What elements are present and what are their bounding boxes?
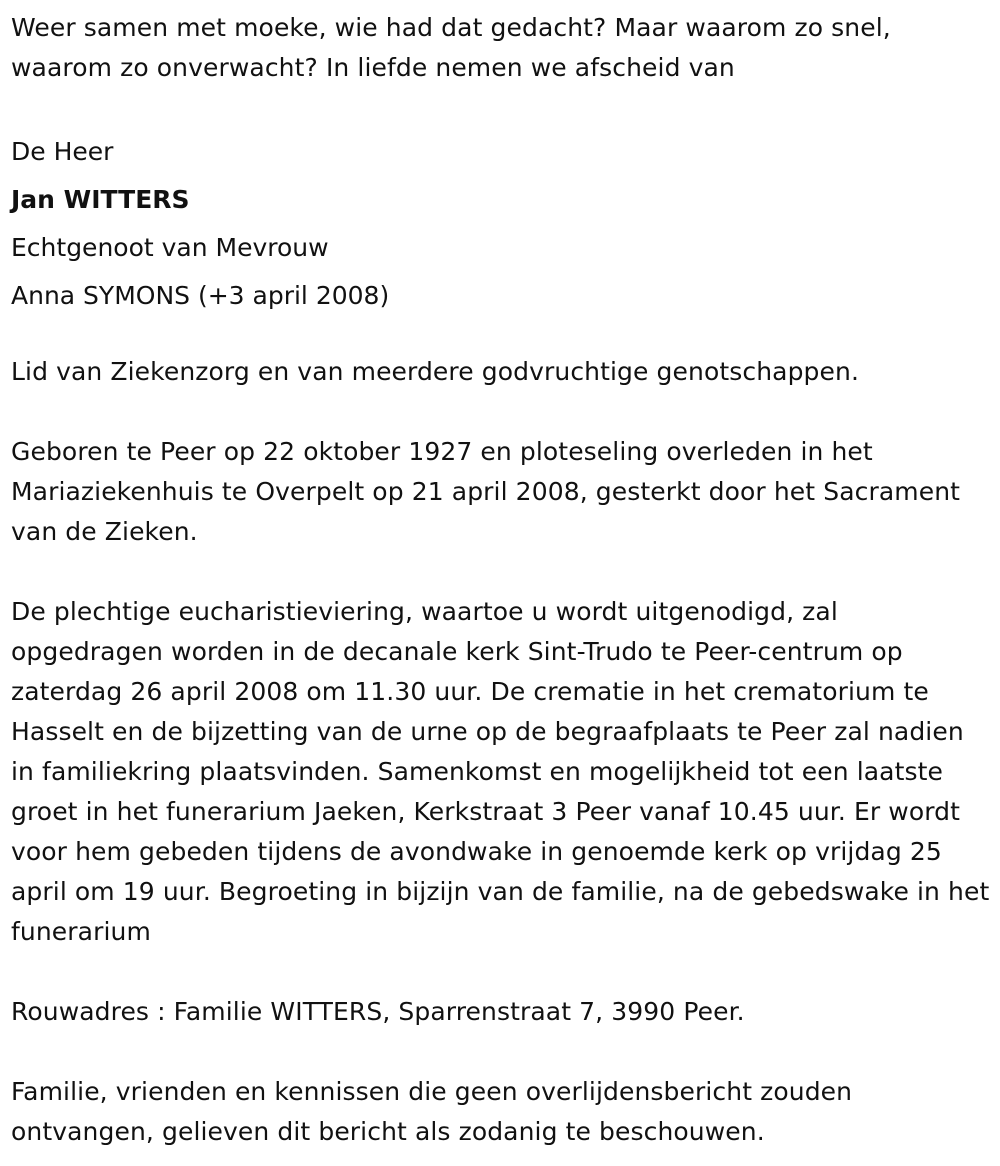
- spacer: [11, 1032, 992, 1072]
- spacer: [11, 952, 992, 992]
- spacer: [11, 392, 992, 432]
- deceased-name: Jan WITTERS: [11, 185, 190, 214]
- birth-death-text: Geboren te Peer op 22 oktober 1927 en ploteseling overleden in het Mariaziekenhuis te Overpelt op 21 april 2008, gesterkt door het Sacrament van de Zieken.: [11, 437, 961, 546]
- ceremony-text: De plechtige eucharistieviering, waartoe u wordt uitgenodigd, zal opgedragen worden in de decanale kerk Sint-Trudo te Peer-centrum op zaterdag 26 april 2008 om 11.30 uur. De crematie in het crematorium te Hasselt en de bijzetting van de urne op de begraafplaats te Peer zal nadien in familiekring plaatsvinden. Samenkomst en mogelijkheid tot een laatste groet in het funerarium Jaeken, Kerkstraat 3 Peer vanaf 10.45 uur. Er wordt voor hem gebeden tijdens de avondwake in genoemde kerk op vrijdag 25 april om 19 uur. Begroeting in bijzijn van de familie, na de gebedswake in het funerarium: [11, 597, 990, 946]
- mourning-address: Rouwadres : Familie WITTERS, Sparrenstraat 7, 3990 Peer.: [11, 997, 745, 1026]
- spacer: [11, 552, 992, 592]
- spouse-line-2: Anna SYMONS (+3 april 2008): [11, 281, 390, 310]
- spacer: [11, 320, 992, 352]
- spacer: [11, 88, 992, 128]
- spouse-line-1: Echtgenoot van Mevrouw: [11, 233, 329, 262]
- membership-text: Lid van Ziekenzorg en van meerdere godvruchtige genotschappen.: [11, 357, 859, 386]
- intro-text: Weer samen met moeke, wie had dat gedacht? Maar waarom zo snel, waarom zo onverwacht? In liefde nemen we afscheid van: [11, 13, 891, 82]
- salutation: De Heer: [11, 137, 114, 166]
- closing-text: Familie, vrienden en kennissen die geen overlijdensbericht zouden ontvangen, gelieven dit bericht als zodanig te beschouwen.: [11, 1077, 853, 1146]
